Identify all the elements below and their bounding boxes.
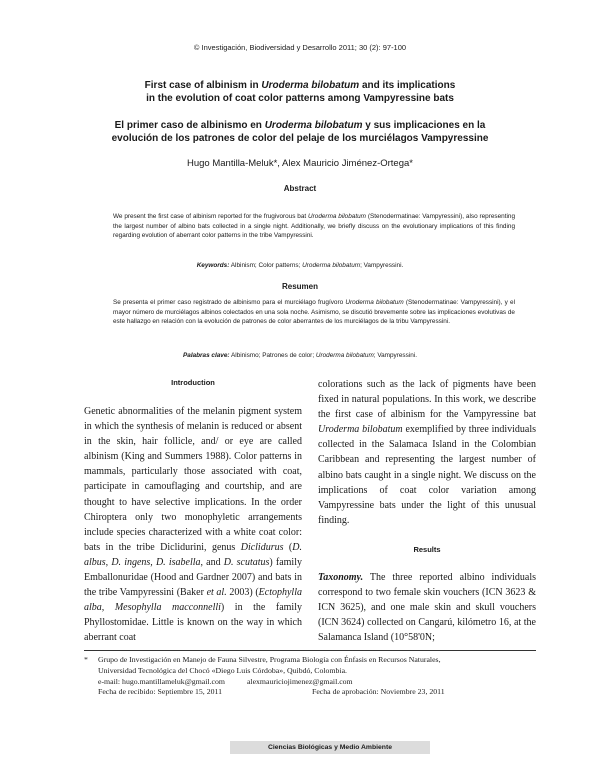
body-text: ) family Emballonuridae (Hood and Gardner 2007) and bats in the tribe Vampyressini (Baker xyxy=(84,556,302,599)
title-spanish-text: y sus implicaciones en la xyxy=(362,120,486,131)
palabras-label: Palabras clave: xyxy=(183,352,230,359)
abstract-text xyxy=(113,212,515,241)
footnote-line xyxy=(84,655,544,666)
email-label: e-mail: xyxy=(98,676,121,686)
footnote-line: Universidad Tecnológica del Chocó «Diego Luis Córdoba», Quibdó, Colombia. xyxy=(98,665,347,675)
body-text: ( xyxy=(283,541,293,553)
affiliation-text: Grupo de Investigación en Manejo de Fauna Silvestre, Programa Biología con Énfasis en Recursos Naturales, xyxy=(98,655,441,664)
title-spanish xyxy=(60,119,540,145)
received-date: Fecha de recibido: Septiembre 15, 2011 xyxy=(98,687,222,697)
title-spanish-line2: evolución de los patrones de color del pelaje de los murciélagos Vampyressine xyxy=(111,133,489,144)
footnote-marker: * xyxy=(84,655,88,664)
abstract-sentence: We present the first case of albinism reported for the frugivorous bat xyxy=(113,213,309,220)
footnote-email-line xyxy=(84,677,544,688)
palabras-text: ; Vampyressini. xyxy=(373,352,417,359)
keywords xyxy=(0,262,600,269)
species-names: D. albus, D. ingens, D. isabella xyxy=(84,541,302,568)
title-english-text: First case of albinism in xyxy=(144,80,262,91)
species-name: Uroderma bilobatum xyxy=(302,262,361,269)
introduction-heading: Introduction xyxy=(171,378,215,387)
species-name: Uroderma bilobatum xyxy=(308,213,366,220)
species-name: Uroderma bilobatum xyxy=(345,299,404,306)
species-name: D. scutatus xyxy=(223,556,270,568)
authors: Hugo Mantilla-Meluk*, Alex Mauricio Jiménez-Ortega* xyxy=(187,158,413,169)
title-english xyxy=(60,79,540,105)
email-address[interactable]: hugo.mantillameluk@gmail.com xyxy=(122,676,225,686)
species-name: Uroderma bilobatum xyxy=(264,120,363,131)
title-english-line2: in the evolution of coat color patterns among Vampyressine bats xyxy=(146,93,454,104)
title-english-text: and its implications xyxy=(359,80,456,91)
taxonomy-label: Taxonomy. xyxy=(318,572,364,583)
keywords-label: Keywords: xyxy=(196,262,230,269)
approved-date: Fecha de aprobación: Noviembre 23, 2011 xyxy=(312,687,445,697)
title-spanish-text: El primer caso de albinismo en xyxy=(114,120,265,131)
keywords-text: ; Vampyressini. xyxy=(360,262,404,269)
resumen-sentence: (Stenodermatinae: Vampyressini), y el mayor número de murciélagos albinos colectados en una sola noche. Asimismo, se discutió brevemente sobre las implicaciones evolutivas de este hallazgo en relación con la evolución de patrones de color aberrantes de los murciélagos de la tribu Vampyressini. xyxy=(113,299,515,326)
genus-name: Diclidurus xyxy=(240,541,284,553)
results-heading: Results xyxy=(413,545,441,554)
keywords-text: Albinism; Color patterns; xyxy=(229,262,303,269)
email-address[interactable]: alexmauriciojimenez@gmail.com xyxy=(246,676,353,686)
palabras-text: Albinismo; Patrones de color; xyxy=(229,352,316,359)
palabras-clave xyxy=(0,352,600,359)
introduction-paragraph-1 xyxy=(84,404,302,646)
resumen-sentence: Se presenta el primer caso registrado de albinismo para el murciélago frugívoro xyxy=(113,299,346,306)
species-name: Uroderma bilobatum xyxy=(315,352,374,359)
species-name: Uroderma bilobatum xyxy=(261,80,360,91)
abstract-heading: Abstract xyxy=(283,184,317,193)
footnote-dates-line xyxy=(84,687,544,698)
citation-etal: et al. xyxy=(206,587,227,599)
taxonomy-paragraph xyxy=(318,570,536,645)
species-names: Ectophylla alba, Mesophylla macconnelli xyxy=(84,587,302,614)
body-text: The three reported albino individuals correspond to two female skin vouchers (ICN 3623 & ICN 3625), and one male skin and skull vouchers (ICN 3624) collected on Cangarú, kilómetro 16, at the Salamanca Island (10°58'0N; xyxy=(318,572,536,644)
resumen-text xyxy=(113,298,515,327)
body-text: Genetic abnormalities of the melanin pigment system in which the synthesis of melanin is reduced or absent in the skin, hair follicle, and/ or eye are called albinism (King and Summers 1988). Color patterns in mammals, particularly those associated with coat, participate in camouflaging and courtship, and are thought to have selective implications. In the order Chiroptera only two monophyletic arrangements include species characterized with a white coat color: bats in the tribe Diclidurini, genus xyxy=(84,406,302,553)
body-text: colorations such as the lack of pigments have been fixed in natural populations. In this work, we describe the first case of albinism for the Vampyressine bat xyxy=(318,379,536,421)
body-text: ) in the family Phyllostomidae. Little is known on the way in which aberrant coat xyxy=(84,602,302,644)
journal-header: © Investigación, Biodiversidad y Desarrollo 2011; 30 (2): 97-100 xyxy=(193,43,407,52)
introduction-paragraph-continued xyxy=(318,377,536,528)
body-text: 2003) ( xyxy=(226,587,259,599)
body-text: , and xyxy=(200,556,224,568)
resumen-heading: Resumen xyxy=(281,282,318,291)
title-spanish-line1 xyxy=(60,119,540,132)
title-english-line1 xyxy=(60,79,540,92)
footnote xyxy=(84,655,544,698)
body-text: exemplified by three individuals collected in the Salamaca Island in the Colombian Caribbean and representing the largest number of albino bats caught in a single night. We discuss on the implications of coat color variation among Vampyressine bats under the light of this unusual finding. xyxy=(318,424,537,526)
species-name: Uroderma bilobatum xyxy=(318,424,403,436)
abstract-sentence: (Stenodermatinae: Vampyressini), also representing the largest number of albino bats collected in a single night. Additionally, we briefly discuss on the evolutionary implications of this finding regarding evolution of aberrant color patterns in the tribe Vampyressini. xyxy=(113,213,515,240)
section-footer: Ciencias Biológicas y Medio Ambiente xyxy=(230,741,430,754)
footnote-divider xyxy=(84,650,536,651)
